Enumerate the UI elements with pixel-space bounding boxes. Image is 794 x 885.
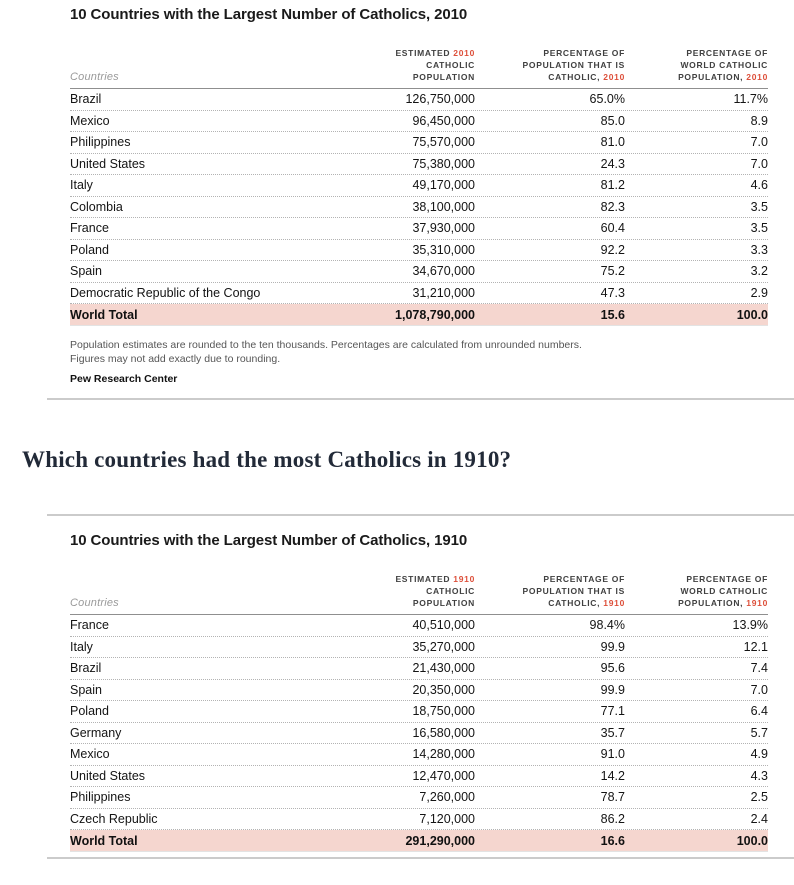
countries-column-header [70, 71, 309, 83]
pct-catholic-cell: 95.6 [600, 661, 625, 676]
table-row [70, 132, 768, 154]
country-cell: United States [70, 768, 146, 783]
population-cell: 7,260,000 [419, 790, 475, 805]
pct-catholic-cell: 77.1 [600, 704, 625, 719]
population-cell: 35,270,000 [412, 639, 475, 654]
year-highlight: 1910 [603, 598, 625, 608]
table-row [70, 111, 768, 133]
pct-world-cell: 4.3 [750, 768, 768, 783]
total-label-cell: World Total [70, 833, 138, 848]
country-cell: Mexico [70, 747, 110, 762]
pct-world-cell: 2.9 [750, 285, 768, 300]
pct-world-column-header: PERCENTAGE OF WORLD CATHOLIC POPULATION, 2010 [678, 48, 768, 82]
pct-world-cell: 5.7 [750, 725, 768, 740]
population-cell: 40,510,000 [412, 618, 475, 633]
population-cell: 35,310,000 [412, 242, 475, 257]
total-population-cell: 1,078,790,000 [395, 307, 475, 322]
table-row [70, 154, 768, 176]
footnote-line: Figures may not add exactly due to rounding. [70, 352, 281, 365]
table-header-row [70, 47, 768, 89]
country-cell: Philippines [70, 135, 131, 150]
world-total-row [70, 304, 768, 326]
world-total-row [70, 830, 768, 852]
pct-catholic-column-header: PERCENTAGE OF POPULATION THAT IS CATHOLIC, 1910 [522, 574, 625, 608]
table-row [70, 787, 768, 809]
population-cell: 126,750,000 [405, 92, 475, 107]
population-cell: 37,930,000 [412, 221, 475, 236]
pct-catholic-cell: 99.9 [600, 639, 625, 654]
table-title-1910: 10 Countries with the Largest Number of Catholics, 1910 [70, 532, 468, 549]
pct-world-cell: 7.0 [750, 682, 768, 697]
country-cell: Democratic Republic of the Congo [70, 285, 261, 300]
year-highlight: 2010 [603, 72, 625, 82]
countries-label: Countries [70, 597, 119, 609]
population-cell: 20,350,000 [412, 682, 475, 697]
country-cell: Brazil [70, 661, 102, 676]
pct-world-cell: 13.9% [732, 618, 768, 633]
total-pct-catholic-cell: 15.6 [600, 307, 625, 322]
country-cell: Poland [70, 704, 109, 719]
pct-catholic-cell: 81.2 [600, 178, 625, 193]
country-cell: Spain [70, 682, 102, 697]
pct-catholic-cell: 78.7 [600, 790, 625, 805]
table-row [70, 197, 768, 219]
country-cell: France [70, 618, 109, 633]
pct-catholic-cell: 81.0 [600, 135, 625, 150]
total-pct-catholic-cell: 16.6 [600, 833, 625, 848]
table-row [70, 637, 768, 659]
table-2010 [70, 0, 768, 385]
pct-catholic-cell: 85.0 [600, 113, 625, 128]
pct-world-cell: 3.5 [750, 221, 768, 236]
country-cell: Philippines [70, 790, 131, 805]
population-cell: 31,210,000 [412, 285, 475, 300]
pct-world-cell: 7.0 [750, 135, 768, 150]
pct-catholic-cell: 86.2 [600, 811, 625, 826]
table-row [70, 680, 768, 702]
pct-world-cell: 3.3 [750, 242, 768, 257]
population-cell: 75,570,000 [412, 135, 475, 150]
pct-world-cell: 7.0 [750, 156, 768, 171]
table-row [70, 658, 768, 680]
pct-world-cell: 7.4 [750, 661, 768, 676]
country-cell: Czech Republic [70, 811, 158, 826]
country-cell: Brazil [70, 92, 102, 107]
pct-world-cell: 4.9 [750, 747, 768, 762]
table-row [70, 261, 768, 283]
table-row [70, 240, 768, 262]
pct-catholic-cell: 60.4 [600, 221, 625, 236]
pct-catholic-cell: 75.2 [600, 264, 625, 279]
total-label-cell: World Total [70, 307, 138, 322]
population-cell: 21,430,000 [412, 661, 475, 676]
country-cell: Italy [70, 178, 93, 193]
pct-world-cell: 2.5 [750, 790, 768, 805]
pct-catholic-cell: 98.4% [589, 618, 625, 633]
table-row [70, 701, 768, 723]
year-highlight: 2010 [453, 48, 475, 58]
pct-world-cell: 11.7% [733, 92, 768, 107]
population-cell: 18,750,000 [412, 704, 475, 719]
population-cell: 14,280,000 [412, 747, 475, 762]
section-divider [47, 857, 794, 859]
table-1910 [70, 516, 768, 852]
table-row [70, 809, 768, 831]
year-highlight: 2010 [746, 72, 768, 82]
table-header-row [70, 573, 768, 615]
table-row [70, 723, 768, 745]
table-title-2010: 10 Countries with the Largest Number of Catholics, 2010 [70, 6, 468, 23]
total-pct-world-cell: 100.0 [736, 307, 768, 322]
pct-world-cell: 12.1 [743, 639, 768, 654]
population-cell: 75,380,000 [412, 156, 475, 171]
table-row [70, 615, 768, 637]
section-divider [47, 398, 794, 400]
country-cell: Poland [70, 242, 109, 257]
pct-catholic-cell: 91.0 [600, 747, 625, 762]
population-cell: 96,450,000 [412, 113, 475, 128]
total-population-cell: 291,290,000 [405, 833, 475, 848]
year-highlight: 1910 [746, 598, 768, 608]
population-column-header: ESTIMATED 2010 CATHOLIC POPULATION [395, 48, 475, 82]
pct-catholic-cell: 47.3 [600, 285, 625, 300]
pct-catholic-column-header: PERCENTAGE OF POPULATION THAT IS CATHOLIC, 2010 [522, 48, 625, 82]
country-cell: Mexico [70, 113, 110, 128]
pct-world-cell: 6.4 [750, 704, 768, 719]
table-row [70, 89, 768, 111]
pct-catholic-cell: 14.2 [600, 768, 625, 783]
population-column-header: ESTIMATED 1910 CATHOLIC POPULATION [395, 574, 475, 608]
source-credit: Pew Research Center [70, 373, 178, 385]
population-cell: 16,580,000 [412, 725, 475, 740]
table-row [70, 175, 768, 197]
pct-world-cell: 2.4 [750, 811, 768, 826]
pct-catholic-cell: 82.3 [600, 199, 625, 214]
population-cell: 38,100,000 [412, 199, 475, 214]
countries-column-header [70, 597, 309, 609]
footnote-line: Population estimates are rounded to the ten thousands. Percentages are calculated from unrounded numbers. [70, 339, 582, 351]
pct-world-column-header: PERCENTAGE OF WORLD CATHOLIC POPULATION, 1910 [678, 574, 768, 608]
pct-catholic-cell: 24.3 [600, 156, 625, 171]
country-cell: United States [70, 156, 146, 171]
year-highlight: 1910 [453, 574, 475, 584]
country-cell: Colombia [70, 199, 123, 214]
population-cell: 12,470,000 [412, 768, 475, 783]
pct-catholic-cell: 35.7 [600, 725, 625, 740]
country-cell: Italy [70, 639, 93, 654]
pct-world-cell: 8.9 [750, 113, 768, 128]
pct-catholic-cell: 92.2 [600, 242, 625, 257]
countries-label: Countries [70, 71, 119, 83]
total-pct-world-cell: 100.0 [736, 833, 768, 848]
population-cell: 49,170,000 [412, 178, 475, 193]
country-cell: France [70, 221, 109, 236]
pct-catholic-cell: 65.0% [589, 92, 625, 107]
country-cell: Germany [70, 725, 122, 740]
table-row [70, 218, 768, 240]
population-cell: 7,120,000 [419, 811, 475, 826]
pct-world-cell: 3.2 [750, 264, 768, 279]
pct-world-cell: 3.5 [750, 199, 768, 214]
country-cell: Spain [70, 264, 102, 279]
section-heading: Which countries had the most Catholics in 1910? [22, 447, 512, 472]
pct-catholic-cell: 99.9 [600, 682, 625, 697]
table-footnotes [70, 339, 768, 366]
population-cell: 34,670,000 [412, 264, 475, 279]
pct-world-cell: 4.6 [750, 178, 768, 193]
table-row [70, 744, 768, 766]
table-row [70, 766, 768, 788]
table-row [70, 283, 768, 305]
